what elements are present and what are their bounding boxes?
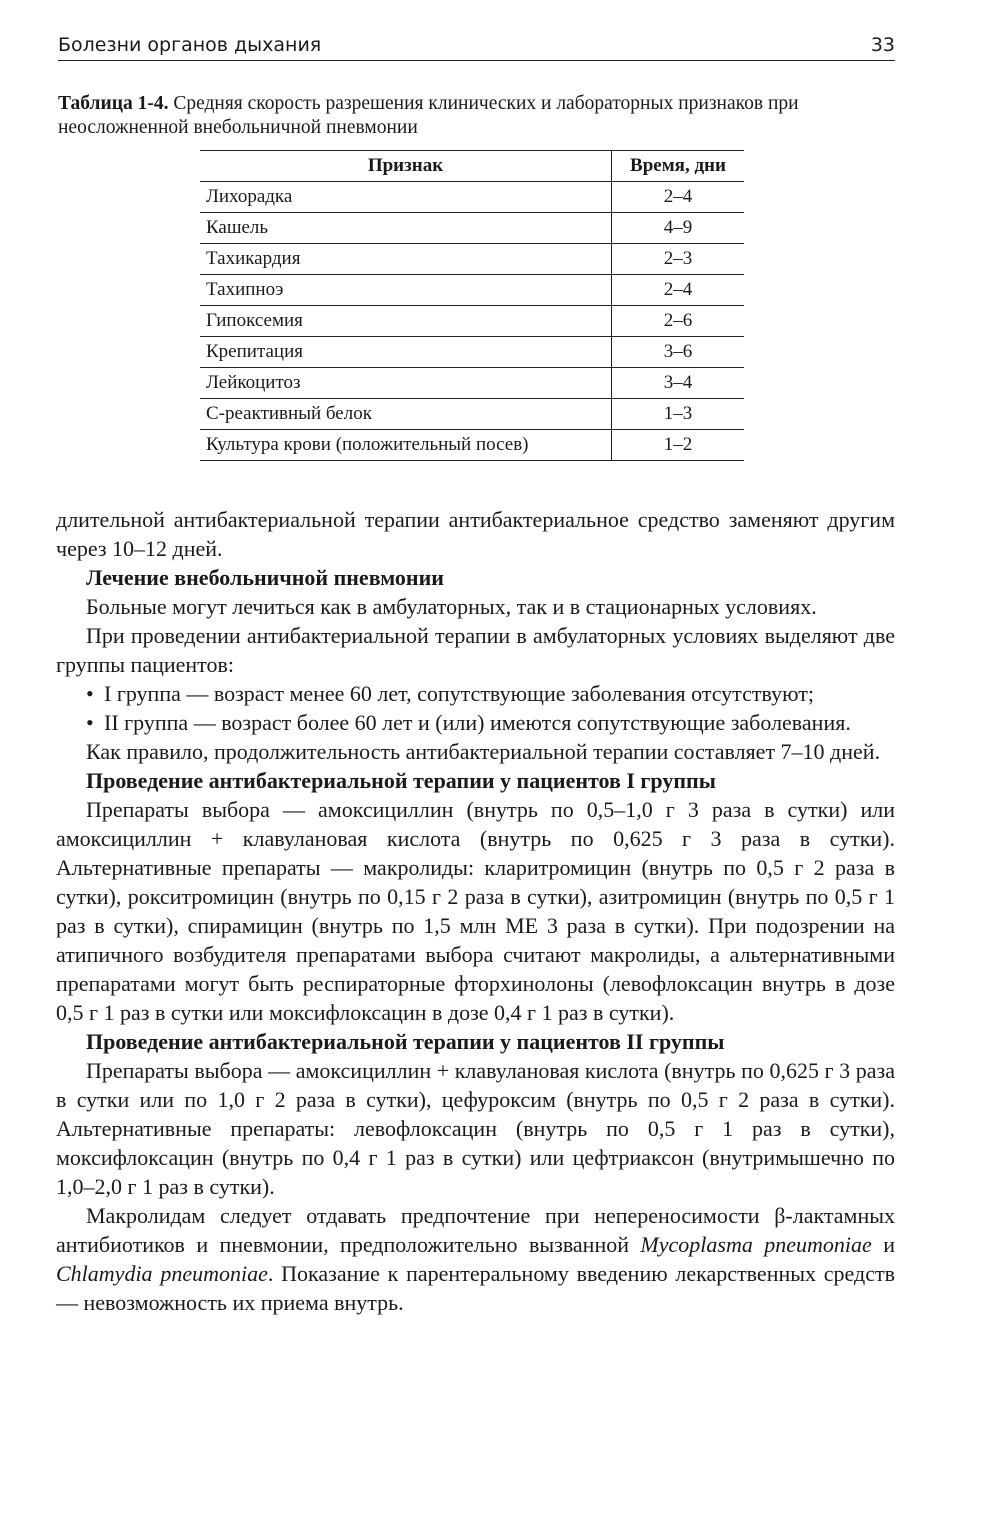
macrolides-text-and: и <box>871 1232 895 1257</box>
paragraph-settings: Больные могут лечиться как в амбулаторных, так и в стационарных условиях. <box>86 594 817 619</box>
paragraph-duration: Как правило, продолжительность антибактериальной терапии составляет 7–10 дней. <box>86 739 881 764</box>
table-row <box>200 275 744 306</box>
cell-sign: Кашель <box>200 213 612 244</box>
cell-time: 2–4 <box>612 182 745 213</box>
section-title: Болезни органов дыхания <box>58 34 322 56</box>
cell-time: 2–6 <box>612 306 745 337</box>
cell-time: 1–3 <box>612 399 745 430</box>
table-row <box>200 430 744 461</box>
table-caption-label: Таблица 1-4. <box>58 93 169 114</box>
organism-mycoplasma: Mycoplasma pneumoniae <box>640 1232 872 1257</box>
paragraph-macrolides <box>56 1201 895 1317</box>
macrolides-text-b: . Показание к парентеральному введению лекарственных средств — невозможность их приема внутрь. <box>56 1261 895 1315</box>
body-text <box>56 505 895 1317</box>
macrolides-text-a: Макролидам следует отдавать предпочтение при непереносимости β-лактамных антибиотиков и пневмонии, предположительно вызванной <box>56 1203 895 1257</box>
cell-time: 2–3 <box>612 244 745 275</box>
table-row <box>200 399 744 430</box>
cell-sign: Крепитация <box>200 337 612 368</box>
cell-time: 4–9 <box>612 213 745 244</box>
cell-sign: С-реактивный белок <box>200 399 612 430</box>
page-number: 33 <box>870 34 895 56</box>
bullet-icon: • <box>86 681 94 706</box>
cell-time: 3–6 <box>612 337 745 368</box>
cell-sign: Гипоксемия <box>200 306 612 337</box>
cell-time: 2–4 <box>612 275 745 306</box>
cell-time: 1–2 <box>612 430 745 461</box>
list-item-text: I группа — возраст менее 60 лет, сопутствующие заболевания отсутствуют; <box>104 681 814 706</box>
list-item <box>56 708 895 737</box>
cell-time: 3–4 <box>612 368 745 399</box>
bullet-icon: • <box>86 710 94 735</box>
list-item <box>56 679 895 708</box>
cell-sign: Тахипноэ <box>200 275 612 306</box>
organism-chlamydia: Chlamydia pneumoniae <box>56 1261 268 1286</box>
paragraph-group-1: Препараты выбора — амоксициллин (внутрь по 0,5–1,0 г 3 раза в сутки) или амоксициллин + клавулановая кислота (внутрь по 0,625 г 3 раза в сутки). Альтернативные препараты — макролиды: кларитромицин (внутрь по 0,5 г 2 раза в сутки), рокситромицин (внутрь по 0,15 г 2 раза в сутки), азитромицин (внутрь по 0,5 г 1 раз в сутки), спирамицин (внутрь по 1,5 млн МЕ 3 раза в сутки). При подозрении на атипичного возбудителя препаратами выбора считают макролиды, а альтернативными препаратами могут быть респираторные фторхинолоны (левофлоксацин внутрь в дозе 0,5 г 1 раз в сутки или моксифлоксацин в дозе 0,4 г 1 раз в сутки). <box>56 797 895 1025</box>
paragraph-groups-intro: При проведении антибактериальной терапии в амбулаторных условиях выделяют две группы пациентов: <box>56 623 895 677</box>
heading-group-2: Проведение антибактериальной терапии у пациентов II группы <box>86 1029 725 1054</box>
cell-sign: Лихорадка <box>200 182 612 213</box>
cell-sign: Тахикардия <box>200 244 612 275</box>
table-caption <box>58 92 900 140</box>
paragraph-group-2: Препараты выбора — амоксициллин + клавулановая кислота (внутрь по 0,625 г 3 раза в сутки или по 1,0 г 2 раза в сутки), цефуроксим (внутрь по 0,5 г 2 раза в сутки). Альтернативные препараты: левофлоксацин (внутрь по 0,5 г 1 раз в сутки), моксифлоксацин (внутрь по 0,4 г 1 раз в сутки) или цефтриаксон (внутримышечно по 1,0–2,0 г 1 раз в сутки). <box>56 1058 895 1199</box>
table-row <box>200 244 744 275</box>
cell-sign: Лейкоцитоз <box>200 368 612 399</box>
running-header <box>58 34 895 61</box>
paragraph-continuation: длительной антибактериальной терапии антибактериальное средство заменяют другим через 10–12 дней. <box>56 507 895 561</box>
column-header-time: Время, дни <box>612 151 745 182</box>
patient-groups-list <box>56 679 895 737</box>
column-header-sign: Признак <box>200 151 612 182</box>
table-header-row <box>200 151 744 182</box>
table-row <box>200 337 744 368</box>
table-row <box>200 213 744 244</box>
table-row <box>200 368 744 399</box>
heading-treatment: Лечение внебольничной пневмонии <box>86 565 444 590</box>
resolution-time-table <box>200 150 744 461</box>
table-caption-text: Средняя скорость разрешения клинических и лабораторных признаков при неосложненной внебольничной пневмонии <box>58 93 799 138</box>
heading-group-1: Проведение антибактериальной терапии у пациентов I группы <box>86 768 716 793</box>
table-row <box>200 182 744 213</box>
table-row <box>200 306 744 337</box>
cell-sign: Культура крови (положительный посев) <box>200 430 612 461</box>
list-item-text: II группа — возраст более 60 лет и (или) имеются сопутствующие заболевания. <box>104 710 851 735</box>
